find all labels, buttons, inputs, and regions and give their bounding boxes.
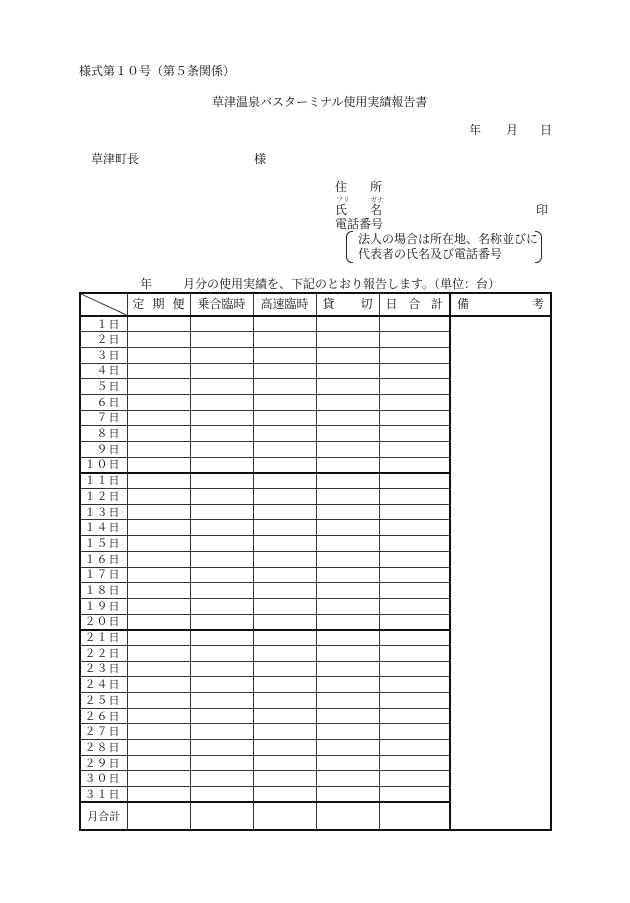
- daily-total-cell[interactable]: [379, 363, 450, 379]
- daily-total-cell[interactable]: [379, 724, 450, 740]
- page-title: 草津温泉バスターミナル使用実績報告書: [212, 95, 428, 109]
- regular-cell[interactable]: [127, 598, 190, 614]
- regular-cell[interactable]: [127, 567, 190, 583]
- day-label: ２７日: [80, 724, 127, 740]
- chartered-cell[interactable]: [316, 583, 379, 599]
- chartered-cell[interactable]: [316, 473, 379, 489]
- chartered-cell[interactable]: [316, 504, 379, 520]
- express-charter-cell[interactable]: [253, 394, 316, 410]
- daily-total-cell[interactable]: [379, 520, 450, 536]
- addressee-name: 草津町長: [91, 152, 140, 166]
- daily-total-cell[interactable]: [379, 504, 450, 520]
- shared-charter-cell[interactable]: [190, 598, 253, 614]
- regular-cell[interactable]: [127, 394, 190, 410]
- regular-cell[interactable]: [127, 630, 190, 646]
- regular-cell[interactable]: [127, 661, 190, 677]
- chartered-cell[interactable]: [316, 645, 379, 661]
- corporate-note: [346, 231, 542, 263]
- express-charter-cell[interactable]: [253, 787, 316, 803]
- day-label: ２日: [80, 332, 127, 348]
- phone-label: 電話番号: [335, 217, 384, 231]
- form-number: 様式第１０号（第５条関係）: [79, 64, 236, 78]
- regular-cell[interactable]: [127, 379, 190, 395]
- shared-charter-cell[interactable]: [190, 473, 253, 489]
- day-label: １０日: [80, 457, 127, 473]
- day-label: ２８日: [80, 740, 127, 756]
- daily-total-cell[interactable]: [379, 426, 450, 442]
- diagonal-line: [81, 294, 127, 315]
- chartered-cell[interactable]: [316, 379, 379, 395]
- daily-total-cell[interactable]: [379, 347, 450, 363]
- regular-cell[interactable]: [127, 363, 190, 379]
- express-charter-cell[interactable]: [253, 536, 316, 552]
- address-label-2: 所: [370, 180, 383, 194]
- remarks-cell[interactable]: [450, 316, 551, 830]
- chartered-cell[interactable]: [316, 598, 379, 614]
- header-chartered: [316, 293, 379, 316]
- corner-cell: [80, 293, 127, 316]
- chartered-cell[interactable]: [316, 410, 379, 426]
- express-charter-cell[interactable]: [253, 457, 316, 473]
- shared-charter-cell[interactable]: [190, 332, 253, 348]
- addressee-honorific: 様: [254, 152, 267, 166]
- day-label: １４日: [80, 520, 127, 536]
- right-bracket: [535, 231, 542, 263]
- name-label-2: 名: [370, 203, 383, 217]
- daily-total-cell[interactable]: [379, 677, 450, 693]
- regular-cell[interactable]: [127, 708, 190, 724]
- shared-charter-cell[interactable]: [190, 771, 253, 787]
- express-charter-cell[interactable]: [253, 583, 316, 599]
- day-label: ２５日: [80, 693, 127, 709]
- shared-charter-cell[interactable]: [190, 551, 253, 567]
- daily-total-cell[interactable]: [379, 771, 450, 787]
- express-charter-cell[interactable]: [253, 740, 316, 756]
- day-label: １６日: [80, 551, 127, 567]
- day-label: １８日: [80, 583, 127, 599]
- shared-charter-cell[interactable]: [190, 787, 253, 803]
- express-charter-cell[interactable]: [253, 614, 316, 630]
- regular-cell[interactable]: [127, 316, 190, 332]
- day-row: [80, 316, 551, 332]
- regular-total-cell[interactable]: [127, 802, 190, 830]
- daily-total-cell[interactable]: [379, 614, 450, 630]
- header-regular-c3: 便: [172, 297, 185, 311]
- chartered-cell[interactable]: [316, 520, 379, 536]
- chartered-cell[interactable]: [316, 567, 379, 583]
- shared-charter-cell[interactable]: [190, 316, 253, 332]
- shared-charter-cell[interactable]: [190, 504, 253, 520]
- express-charter-cell[interactable]: [253, 677, 316, 693]
- daily-total-cell[interactable]: [379, 457, 450, 473]
- chartered-cell[interactable]: [316, 551, 379, 567]
- name-label-1: 氏: [335, 203, 348, 217]
- shared-charter-cell[interactable]: [190, 426, 253, 442]
- express-charter-cell[interactable]: [253, 520, 316, 536]
- express-charter-cell[interactable]: [253, 442, 316, 458]
- chartered-cell[interactable]: [316, 457, 379, 473]
- daily-total-cell[interactable]: [379, 740, 450, 756]
- day-label: ３１日: [80, 787, 127, 803]
- day-label: ２２日: [80, 645, 127, 661]
- regular-cell[interactable]: [127, 536, 190, 552]
- shared-charter-cell[interactable]: [190, 661, 253, 677]
- regular-cell[interactable]: [127, 740, 190, 756]
- regular-cell[interactable]: [127, 645, 190, 661]
- express-charter-cell[interactable]: [253, 316, 316, 332]
- corporate-note-line-1: 法人の場合は所在地、名称並びに: [358, 232, 539, 246]
- regular-cell[interactable]: [127, 771, 190, 787]
- chartered-cell[interactable]: [316, 426, 379, 442]
- regular-cell[interactable]: [127, 583, 190, 599]
- day-label: ３０日: [80, 771, 127, 787]
- header-remarks-c1: 備: [457, 297, 470, 311]
- shared-charter-cell[interactable]: [190, 630, 253, 646]
- shared-charter-cell[interactable]: [190, 410, 253, 426]
- express-charter-cell[interactable]: [253, 708, 316, 724]
- chartered-cell[interactable]: [316, 740, 379, 756]
- daily-total-cell[interactable]: [379, 316, 450, 332]
- day-label: ４日: [80, 363, 127, 379]
- shared-charter-cell[interactable]: [190, 489, 253, 505]
- regular-cell[interactable]: [127, 551, 190, 567]
- express-charter-cell[interactable]: [253, 693, 316, 709]
- date-day-label: 日: [540, 123, 553, 137]
- express-charter-cell[interactable]: [253, 661, 316, 677]
- daily-total-cell[interactable]: [379, 536, 450, 552]
- day-label: ５日: [80, 379, 127, 395]
- header-row: [80, 293, 551, 316]
- daily-total-cell[interactable]: [379, 332, 450, 348]
- day-label: ７日: [80, 410, 127, 426]
- regular-cell[interactable]: [127, 677, 190, 693]
- express-charter-cell[interactable]: [253, 410, 316, 426]
- regular-cell[interactable]: [127, 426, 190, 442]
- daily-total-cell[interactable]: [379, 489, 450, 505]
- shared-charter-cell[interactable]: [190, 394, 253, 410]
- regular-cell[interactable]: [127, 614, 190, 630]
- header-express-charter: 高速臨時: [253, 293, 316, 316]
- day-label: ２４日: [80, 677, 127, 693]
- shared-charter-cell[interactable]: [190, 740, 253, 756]
- daily-total-cell[interactable]: [379, 787, 450, 803]
- shared-charter-cell[interactable]: [190, 645, 253, 661]
- express-charter-cell[interactable]: [253, 598, 316, 614]
- regular-cell[interactable]: [127, 332, 190, 348]
- shared-charter-cell[interactable]: [190, 755, 253, 771]
- express-charter-cell[interactable]: [253, 363, 316, 379]
- express-charter-cell[interactable]: [253, 332, 316, 348]
- chartered-total-cell[interactable]: [316, 802, 379, 830]
- chartered-cell[interactable]: [316, 442, 379, 458]
- regular-cell[interactable]: [127, 504, 190, 520]
- chartered-cell[interactable]: [316, 316, 379, 332]
- header-regular-c1: 定: [132, 297, 145, 311]
- express-charter-cell[interactable]: [253, 473, 316, 489]
- shared-charter-cell[interactable]: [190, 583, 253, 599]
- shared-charter-cell[interactable]: [190, 363, 253, 379]
- regular-cell[interactable]: [127, 724, 190, 740]
- express-charter-cell[interactable]: [253, 630, 316, 646]
- shared-charter-cell[interactable]: [190, 520, 253, 536]
- header-chartered-c2: 切: [360, 297, 373, 311]
- daily-total-cell[interactable]: [379, 583, 450, 599]
- regular-cell[interactable]: [127, 520, 190, 536]
- chartered-cell[interactable]: [316, 755, 379, 771]
- date-month-label: 月: [506, 123, 519, 137]
- day-label: １３日: [80, 504, 127, 520]
- chartered-cell[interactable]: [316, 771, 379, 787]
- shared-charter-cell[interactable]: [190, 614, 253, 630]
- report-year-label: 年: [140, 277, 153, 291]
- regular-cell[interactable]: [127, 693, 190, 709]
- regular-cell[interactable]: [127, 442, 190, 458]
- regular-cell[interactable]: [127, 347, 190, 363]
- shared-charter-cell[interactable]: [190, 708, 253, 724]
- chartered-cell[interactable]: [316, 394, 379, 410]
- day-label: ８日: [80, 426, 127, 442]
- chartered-cell[interactable]: [316, 661, 379, 677]
- regular-cell[interactable]: [127, 787, 190, 803]
- daily-total-cell[interactable]: [379, 645, 450, 661]
- shared-charter-cell[interactable]: [190, 693, 253, 709]
- corporate-note-line-2: 代表者の氏名及び電話番号: [358, 247, 503, 261]
- daily-total-cell[interactable]: [379, 598, 450, 614]
- chartered-cell[interactable]: [316, 489, 379, 505]
- daily-total-cell[interactable]: [379, 708, 450, 724]
- express-charter-cell[interactable]: [253, 347, 316, 363]
- shared-charter-cell[interactable]: [190, 536, 253, 552]
- day-label: ２０日: [80, 614, 127, 630]
- chartered-cell[interactable]: [316, 787, 379, 803]
- express-charter-cell[interactable]: [253, 771, 316, 787]
- day-label: １２日: [80, 489, 127, 505]
- daily-total-cell[interactable]: [379, 551, 450, 567]
- furigana-label-1: フリ: [336, 196, 350, 204]
- express-charter-cell[interactable]: [253, 551, 316, 567]
- express-charter-cell[interactable]: [253, 379, 316, 395]
- chartered-cell[interactable]: [316, 363, 379, 379]
- daily-total-cell[interactable]: [379, 442, 450, 458]
- shared-charter-cell[interactable]: [190, 442, 253, 458]
- day-label: ２１日: [80, 630, 127, 646]
- header-regular: [127, 293, 190, 316]
- regular-cell[interactable]: [127, 473, 190, 489]
- header-daily-total-c2: 合: [408, 297, 421, 311]
- address-label-1: 住: [335, 180, 348, 194]
- day-label: ２９日: [80, 755, 127, 771]
- header-remarks-c2: 考: [531, 297, 544, 311]
- express-charter-cell[interactable]: [253, 724, 316, 740]
- regular-cell[interactable]: [127, 410, 190, 426]
- regular-cell[interactable]: [127, 755, 190, 771]
- day-label: １９日: [80, 598, 127, 614]
- day-label: １日: [80, 316, 127, 332]
- express-charter-cell[interactable]: [253, 567, 316, 583]
- header-remarks: [450, 293, 551, 316]
- chartered-cell[interactable]: [316, 332, 379, 348]
- header-chartered-c1: 貸: [322, 297, 335, 311]
- shared-charter-cell[interactable]: [190, 567, 253, 583]
- day-label: １７日: [80, 567, 127, 583]
- seal-mark: 印: [536, 203, 549, 217]
- shared-charter-cell[interactable]: [190, 457, 253, 473]
- express-charter-total-cell[interactable]: [253, 802, 316, 830]
- day-label: ９日: [80, 442, 127, 458]
- chartered-cell[interactable]: [316, 614, 379, 630]
- header-shared-charter: 乗合臨時: [190, 293, 253, 316]
- chartered-cell[interactable]: [316, 693, 379, 709]
- chartered-cell[interactable]: [316, 708, 379, 724]
- header-regular-c2: 期: [152, 297, 165, 311]
- chartered-cell[interactable]: [316, 347, 379, 363]
- day-label: ２３日: [80, 661, 127, 677]
- furigana-label-2: ガナ: [370, 196, 384, 204]
- header-daily-total-c3: 計: [430, 297, 443, 311]
- shared-charter-cell[interactable]: [190, 347, 253, 363]
- express-charter-cell[interactable]: [253, 426, 316, 442]
- day-label: ６日: [80, 394, 127, 410]
- header-daily-total: [379, 293, 450, 316]
- daily-total-cell[interactable]: [379, 410, 450, 426]
- express-charter-cell[interactable]: [253, 489, 316, 505]
- daily-total-cell[interactable]: [379, 394, 450, 410]
- shared-charter-total-cell[interactable]: [190, 802, 253, 830]
- shared-charter-cell[interactable]: [190, 677, 253, 693]
- daily-total-cell[interactable]: [379, 661, 450, 677]
- daily-total-cell[interactable]: [379, 630, 450, 646]
- day-label: ３日: [80, 347, 127, 363]
- daily-total-cell[interactable]: [379, 379, 450, 395]
- regular-cell[interactable]: [127, 489, 190, 505]
- shared-charter-cell[interactable]: [190, 724, 253, 740]
- monthly-total-label: 月合計: [80, 802, 127, 830]
- regular-cell[interactable]: [127, 457, 190, 473]
- day-label: ２６日: [80, 708, 127, 724]
- chartered-cell[interactable]: [316, 536, 379, 552]
- express-charter-cell[interactable]: [253, 755, 316, 771]
- express-charter-cell[interactable]: [253, 645, 316, 661]
- shared-charter-cell[interactable]: [190, 379, 253, 395]
- day-label: １１日: [80, 473, 127, 489]
- grand-total-cell[interactable]: [379, 802, 450, 830]
- express-charter-cell[interactable]: [253, 504, 316, 520]
- date-year-label: 年: [469, 123, 482, 137]
- chartered-cell[interactable]: [316, 724, 379, 740]
- daily-total-cell[interactable]: [379, 567, 450, 583]
- header-daily-total-c1: 日: [385, 297, 398, 311]
- daily-total-cell[interactable]: [379, 755, 450, 771]
- daily-total-cell[interactable]: [379, 693, 450, 709]
- usage-table: [79, 292, 552, 831]
- report-sentence: 月分の使用実績を、下記のとおり報告します。（単位：台）: [183, 277, 501, 291]
- chartered-cell[interactable]: [316, 630, 379, 646]
- chartered-cell[interactable]: [316, 677, 379, 693]
- day-label: １５日: [80, 536, 127, 552]
- left-bracket: [346, 231, 353, 263]
- daily-total-cell[interactable]: [379, 473, 450, 489]
